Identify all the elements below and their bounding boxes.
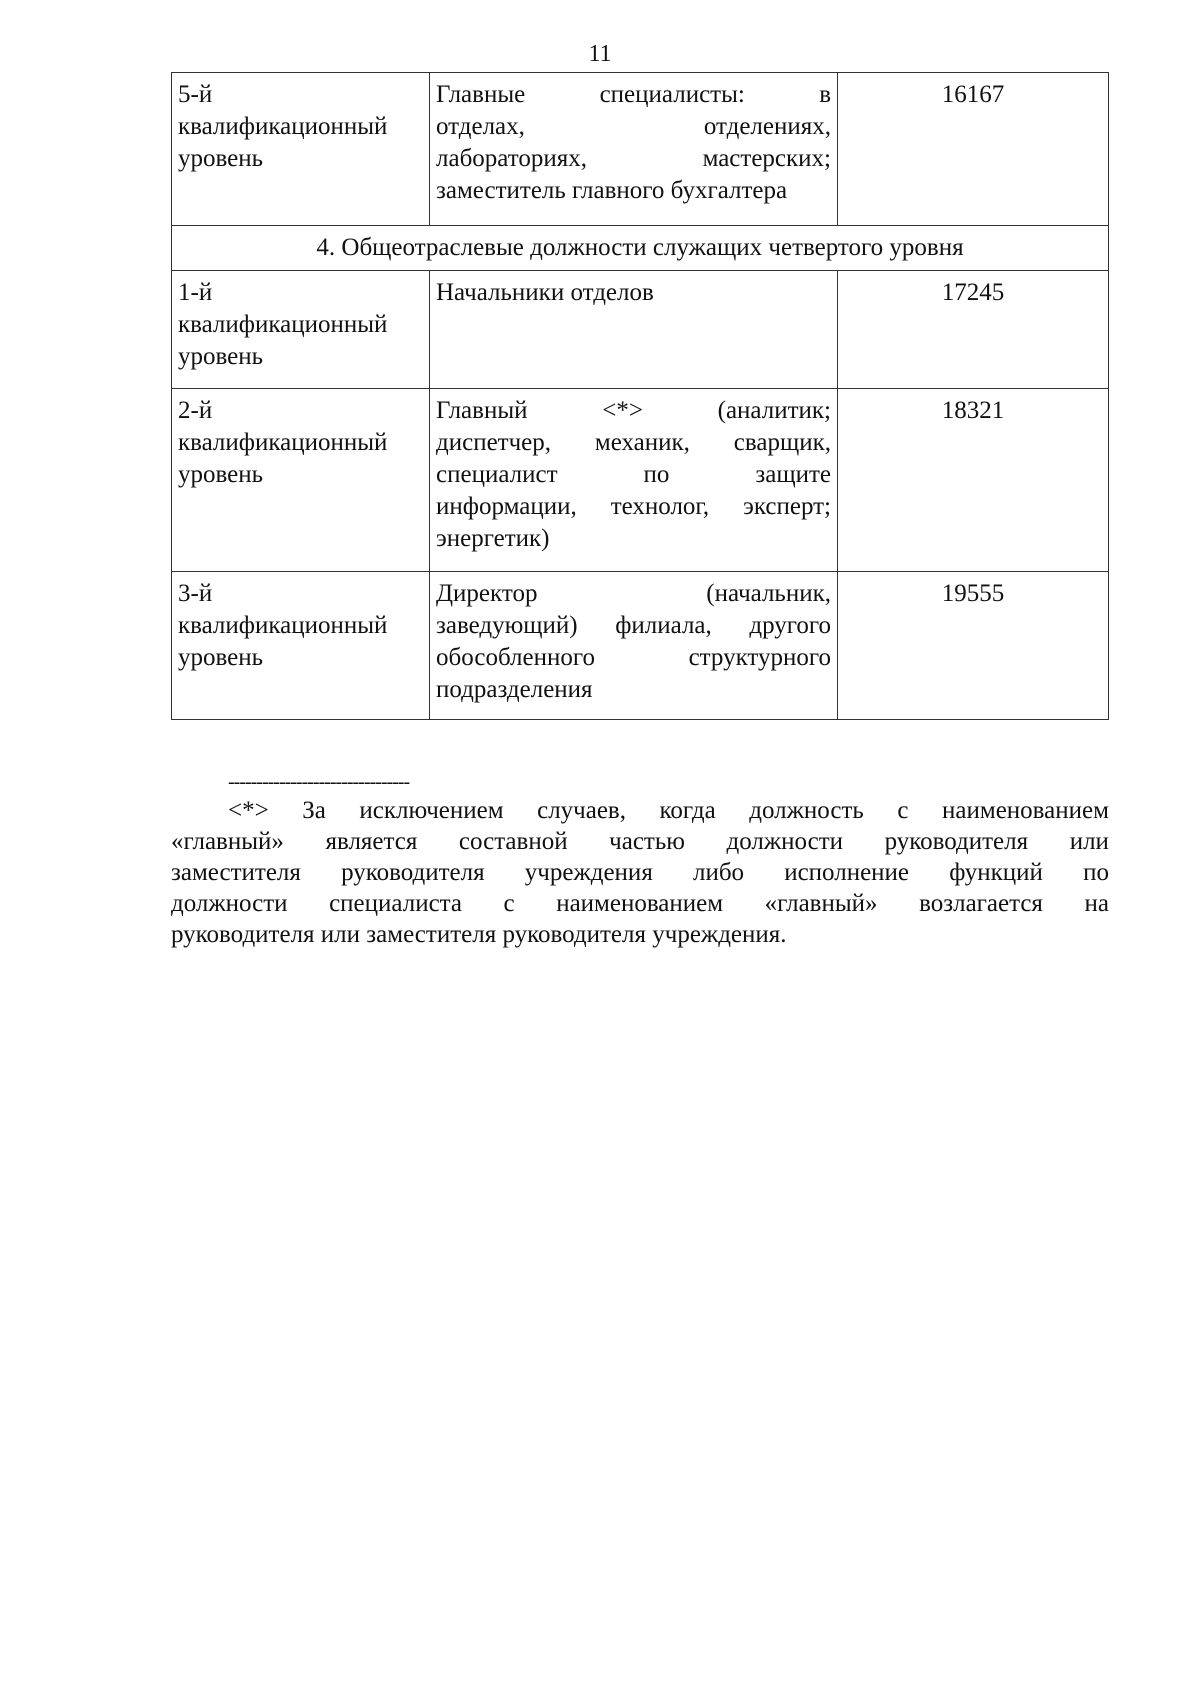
position-lines bbox=[436, 578, 831, 706]
word: на bbox=[1084, 890, 1109, 917]
word: заместителя bbox=[171, 859, 301, 886]
text-line bbox=[436, 674, 831, 706]
section-row bbox=[172, 226, 1109, 271]
table-row bbox=[172, 389, 1109, 572]
word: механик, bbox=[594, 429, 690, 456]
text-line bbox=[171, 919, 1109, 950]
table-row bbox=[172, 572, 1109, 720]
text-line bbox=[436, 111, 831, 143]
level-lines bbox=[178, 277, 423, 373]
word: руководителя или заместителя руководителя учреждения. bbox=[171, 921, 787, 948]
word: специалиста bbox=[329, 890, 463, 917]
salary-cell: 16167 bbox=[838, 73, 1109, 226]
word: специалисты: bbox=[599, 81, 745, 108]
level-lines bbox=[178, 395, 423, 491]
text-line bbox=[436, 459, 831, 491]
word: либо bbox=[692, 859, 745, 886]
word: <*> bbox=[228, 797, 269, 824]
section-header: 4. Общеотраслевые должности служащих четвертого уровня bbox=[172, 226, 1109, 271]
word: заведующий) bbox=[436, 612, 578, 639]
word: защите bbox=[755, 461, 831, 488]
table-row bbox=[172, 271, 1109, 389]
word: исполнение bbox=[784, 859, 910, 886]
word: (аналитик; bbox=[717, 397, 831, 424]
word: исключением bbox=[359, 797, 504, 824]
word: или bbox=[1069, 828, 1109, 855]
text-line bbox=[171, 857, 1109, 888]
qualification-level-cell bbox=[172, 271, 430, 389]
level-lines bbox=[178, 578, 423, 674]
word: структурного bbox=[688, 644, 831, 671]
word: Главный bbox=[436, 397, 528, 424]
qualification-level-cell bbox=[172, 572, 430, 720]
word: Директор bbox=[436, 580, 538, 607]
word: руководителя bbox=[884, 828, 1029, 855]
position-cell bbox=[430, 271, 838, 389]
word: (начальник, bbox=[706, 580, 831, 607]
page-number: 11 bbox=[588, 41, 612, 67]
word: руководителя bbox=[341, 859, 485, 886]
word: составной bbox=[458, 828, 568, 855]
text-line: уровень bbox=[178, 461, 264, 488]
text-line bbox=[436, 277, 831, 309]
text-line: уровень bbox=[178, 145, 264, 172]
word: с bbox=[897, 797, 909, 824]
word: лабораториях, bbox=[436, 145, 587, 172]
word: другого bbox=[749, 612, 831, 639]
position-cell bbox=[430, 572, 838, 720]
word: когда bbox=[659, 797, 716, 824]
word: технолог, bbox=[610, 493, 710, 520]
position-cell bbox=[430, 389, 838, 572]
word: подразделения bbox=[436, 676, 593, 703]
text-line bbox=[436, 642, 831, 674]
text-line bbox=[436, 175, 831, 207]
word: отделениях, bbox=[703, 113, 831, 140]
word: «главный» bbox=[764, 890, 878, 917]
text-line: уровень bbox=[178, 343, 264, 370]
word: должности bbox=[726, 828, 844, 855]
text-line bbox=[171, 888, 1109, 919]
text-line bbox=[436, 395, 831, 427]
word: За bbox=[302, 797, 326, 824]
word: мастерских; bbox=[702, 145, 831, 172]
text-line bbox=[436, 143, 831, 175]
word: функций bbox=[949, 859, 1043, 886]
position-lines bbox=[436, 395, 831, 555]
text-line: квалификационный bbox=[178, 113, 388, 140]
text-line bbox=[436, 79, 831, 111]
text-line: квалификационный bbox=[178, 612, 388, 639]
text-line: 1-й bbox=[178, 279, 213, 306]
footnote-lines bbox=[171, 795, 1109, 950]
text-line bbox=[436, 427, 831, 459]
text-line bbox=[436, 523, 831, 555]
word: должности bbox=[171, 890, 288, 917]
level-lines bbox=[178, 79, 423, 175]
position-lines bbox=[436, 79, 831, 207]
word: учреждения bbox=[524, 859, 653, 886]
text-line: квалификационный bbox=[178, 311, 388, 338]
word: возлагается bbox=[919, 890, 1043, 917]
table-row bbox=[172, 73, 1109, 226]
text-line bbox=[436, 610, 831, 642]
word: Начальники отделов bbox=[436, 279, 654, 306]
word: филиала, bbox=[615, 612, 712, 639]
word: сварщик, bbox=[733, 429, 831, 456]
word: энергетик) bbox=[436, 525, 550, 552]
salary-grade-table bbox=[171, 72, 1109, 720]
text-line: уровень bbox=[178, 644, 264, 671]
text-line: 5-й bbox=[178, 81, 213, 108]
text-line bbox=[171, 795, 1109, 826]
word: специалист bbox=[436, 461, 558, 488]
word: обособленного bbox=[436, 644, 595, 671]
footnote bbox=[171, 795, 1109, 950]
word: заместитель главного бухгалтера bbox=[436, 177, 788, 204]
footnote-separator: -------------------------------- bbox=[228, 771, 410, 793]
position-lines bbox=[436, 277, 831, 309]
text-line: 3-й bbox=[178, 580, 213, 607]
word: информации, bbox=[436, 493, 577, 520]
word: случаев, bbox=[537, 797, 626, 824]
word: отделах, bbox=[436, 113, 525, 140]
qualification-level-cell bbox=[172, 389, 430, 572]
word: «главный» bbox=[171, 828, 284, 855]
word: диспетчер, bbox=[436, 429, 552, 456]
qualification-level-cell bbox=[172, 73, 430, 226]
text-line bbox=[171, 826, 1109, 857]
word: наименованием bbox=[556, 890, 724, 917]
word: в bbox=[819, 81, 831, 108]
word: <*> bbox=[602, 397, 643, 424]
position-cell bbox=[430, 73, 838, 226]
salary-cell: 17245 bbox=[838, 271, 1109, 389]
text-line: 2-й bbox=[178, 397, 213, 424]
word: частью bbox=[609, 828, 685, 855]
text-line: квалификационный bbox=[178, 429, 388, 456]
text-line bbox=[436, 578, 831, 610]
word: по bbox=[1083, 859, 1109, 886]
word: является bbox=[325, 828, 418, 855]
word: Главные bbox=[436, 81, 526, 108]
word: эксперт; bbox=[743, 493, 831, 520]
word: наименованием bbox=[942, 797, 1109, 824]
word: с bbox=[503, 890, 515, 917]
salary-cell: 19555 bbox=[838, 572, 1109, 720]
text-line bbox=[436, 491, 831, 523]
salary-cell: 18321 bbox=[838, 389, 1109, 572]
word: по bbox=[643, 461, 670, 488]
word: должность bbox=[749, 797, 864, 824]
